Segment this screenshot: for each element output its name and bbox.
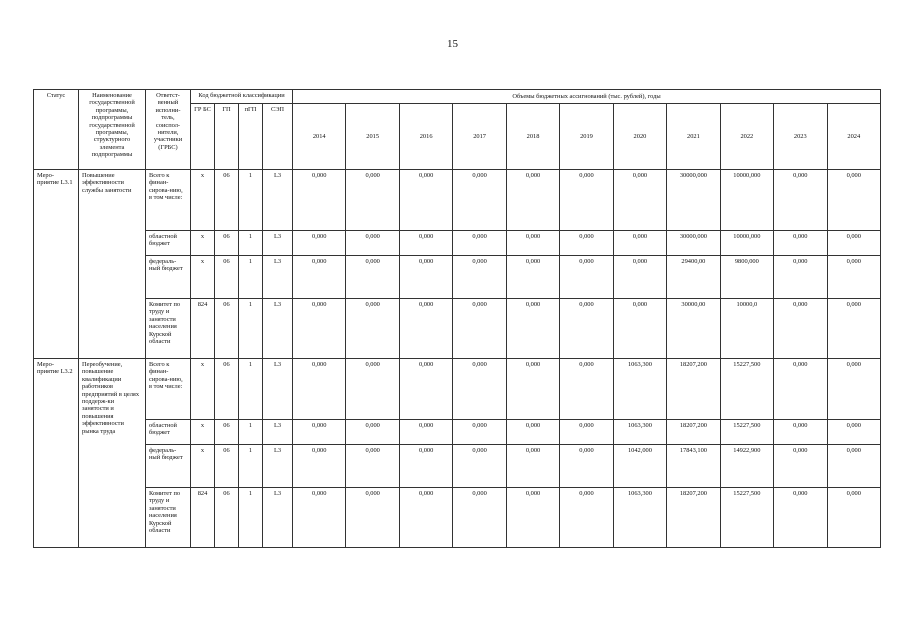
row-sep: L3 bbox=[263, 420, 293, 445]
row-value: 0,000 bbox=[827, 256, 880, 299]
row-executor: Всего к финан-сирова-нию, в том числе: bbox=[146, 170, 191, 231]
row-value: 0,000 bbox=[560, 256, 613, 299]
row-executor: федераль-ный бюджет bbox=[146, 445, 191, 488]
row-gp: 06 bbox=[215, 488, 239, 548]
row-pgp: 1 bbox=[239, 170, 263, 231]
row-value: 0,000 bbox=[293, 256, 346, 299]
row-sep: L3 bbox=[263, 170, 293, 231]
row-status: Меро-приятие L3.1 bbox=[34, 170, 79, 359]
row-value: 0,000 bbox=[506, 445, 559, 488]
row-sep: L3 bbox=[263, 488, 293, 548]
row-value: 0,000 bbox=[346, 299, 399, 359]
row-value: 0,000 bbox=[506, 488, 559, 548]
page-number: 15 bbox=[447, 38, 458, 50]
row-value: 10000,0 bbox=[720, 299, 773, 359]
row-value: 0,000 bbox=[399, 299, 452, 359]
row-value: 0,000 bbox=[506, 256, 559, 299]
header-year: 2016 bbox=[399, 104, 452, 170]
row-value: 18207,200 bbox=[667, 488, 720, 548]
row-value: 0,000 bbox=[506, 359, 559, 420]
row-value: 0,000 bbox=[774, 359, 827, 420]
row-gp: 06 bbox=[215, 299, 239, 359]
row-value: 0,000 bbox=[453, 359, 506, 420]
row-value: 0,000 bbox=[560, 359, 613, 420]
row-value: 0,000 bbox=[399, 231, 452, 256]
row-value: 0,000 bbox=[293, 420, 346, 445]
row-value: 0,000 bbox=[453, 170, 506, 231]
row-grbs: x bbox=[191, 445, 215, 488]
row-value: 0,000 bbox=[346, 256, 399, 299]
row-value: 0,000 bbox=[613, 299, 666, 359]
header-year: 2023 bbox=[774, 104, 827, 170]
row-sep: L3 bbox=[263, 256, 293, 299]
row-value: 0,000 bbox=[560, 488, 613, 548]
row-value: 0,000 bbox=[827, 170, 880, 231]
row-value: 0,000 bbox=[827, 445, 880, 488]
header-status: Статус bbox=[34, 90, 79, 170]
row-value: 0,000 bbox=[827, 359, 880, 420]
row-value: 10000,000 bbox=[720, 170, 773, 231]
row-value: 0,000 bbox=[346, 445, 399, 488]
row-gp: 06 bbox=[215, 256, 239, 299]
row-pgp: 1 bbox=[239, 299, 263, 359]
row-sep: L3 bbox=[263, 299, 293, 359]
row-value: 0,000 bbox=[293, 445, 346, 488]
row-pgp: 1 bbox=[239, 445, 263, 488]
row-executor: Комитет по труду и занятости населения Курской области bbox=[146, 299, 191, 359]
row-value: 0,000 bbox=[560, 170, 613, 231]
header-volumes: Объемы бюджетных ассигнований (тыс. рублей), годы bbox=[293, 90, 881, 104]
row-value: 0,000 bbox=[560, 445, 613, 488]
row-value: 0,000 bbox=[293, 170, 346, 231]
row-gp: 06 bbox=[215, 231, 239, 256]
row-value: 0,000 bbox=[827, 299, 880, 359]
row-gp: 06 bbox=[215, 170, 239, 231]
header-year: 2020 bbox=[613, 104, 666, 170]
row-status: Меро-приятие L3.2 bbox=[34, 359, 79, 548]
row-value: 0,000 bbox=[399, 256, 452, 299]
row-name: Повышение эффективности службы занятости bbox=[79, 170, 146, 359]
row-value: 0,000 bbox=[827, 488, 880, 548]
row-value: 1063,300 bbox=[613, 488, 666, 548]
header-year: 2017 bbox=[453, 104, 506, 170]
row-value: 0,000 bbox=[774, 256, 827, 299]
row-value: 17843,100 bbox=[667, 445, 720, 488]
row-value: 0,000 bbox=[453, 420, 506, 445]
row-gp: 06 bbox=[215, 445, 239, 488]
row-value: 0,000 bbox=[827, 231, 880, 256]
row-grbs: 824 bbox=[191, 488, 215, 548]
header-year: 2022 bbox=[720, 104, 773, 170]
row-value: 0,000 bbox=[774, 170, 827, 231]
row-value: 0,000 bbox=[453, 299, 506, 359]
row-executor: Всего к финан-сирова-нию, в том числе: bbox=[146, 359, 191, 420]
row-executor: областной бюджет bbox=[146, 231, 191, 256]
row-value: 1063,300 bbox=[613, 359, 666, 420]
row-sep: L3 bbox=[263, 445, 293, 488]
row-value: 0,000 bbox=[774, 488, 827, 548]
row-value: 0,000 bbox=[399, 420, 452, 445]
row-pgp: 1 bbox=[239, 231, 263, 256]
row-value: 30000,00 bbox=[667, 299, 720, 359]
row-value: 0,000 bbox=[293, 231, 346, 256]
row-value: 0,000 bbox=[346, 231, 399, 256]
row-pgp: 1 bbox=[239, 488, 263, 548]
row-value: 0,000 bbox=[774, 231, 827, 256]
row-value: 1063,300 bbox=[613, 420, 666, 445]
row-value: 0,000 bbox=[453, 445, 506, 488]
row-value: 0,000 bbox=[560, 299, 613, 359]
header-executor: Ответст-венный исполни-тель, соиспол-нители, участники (ГРБС) bbox=[146, 90, 191, 170]
row-value: 0,000 bbox=[506, 299, 559, 359]
row-value: 30000,000 bbox=[667, 231, 720, 256]
row-value: 29400,00 bbox=[667, 256, 720, 299]
row-value: 0,000 bbox=[506, 420, 559, 445]
row-value: 0,000 bbox=[346, 488, 399, 548]
row-value: 0,000 bbox=[293, 359, 346, 420]
row-executor: областной бюджет bbox=[146, 420, 191, 445]
header-code-col: пГП bbox=[239, 104, 263, 170]
row-gp: 06 bbox=[215, 420, 239, 445]
row-grbs: x bbox=[191, 256, 215, 299]
table-row bbox=[34, 299, 881, 359]
table-row bbox=[34, 359, 881, 420]
row-value: 0,000 bbox=[774, 420, 827, 445]
row-sep: L3 bbox=[263, 231, 293, 256]
header-code-col: ГП bbox=[215, 104, 239, 170]
row-value: 18207,200 bbox=[667, 420, 720, 445]
row-value: 10000,000 bbox=[720, 231, 773, 256]
header-year: 2019 bbox=[560, 104, 613, 170]
row-value: 30000,000 bbox=[667, 170, 720, 231]
row-value: 0,000 bbox=[399, 359, 452, 420]
row-value: 0,000 bbox=[346, 420, 399, 445]
row-grbs: 824 bbox=[191, 299, 215, 359]
row-value: 0,000 bbox=[827, 420, 880, 445]
row-value: 0,000 bbox=[506, 231, 559, 256]
table-row bbox=[34, 170, 881, 231]
header-code-col: СЭП bbox=[263, 104, 293, 170]
row-value: 0,000 bbox=[774, 299, 827, 359]
header-year: 2024 bbox=[827, 104, 880, 170]
row-grbs: x bbox=[191, 359, 215, 420]
row-grbs: x bbox=[191, 170, 215, 231]
row-value: 0,000 bbox=[453, 231, 506, 256]
table-body bbox=[34, 170, 881, 548]
table-row bbox=[34, 256, 881, 299]
header-code-col: ГР БС bbox=[191, 104, 215, 170]
row-value: 18207,200 bbox=[667, 359, 720, 420]
budget-table bbox=[33, 89, 881, 548]
row-executor: федераль-ный бюджет bbox=[146, 256, 191, 299]
row-grbs: x bbox=[191, 420, 215, 445]
table-row bbox=[34, 420, 881, 445]
row-value: 0,000 bbox=[506, 170, 559, 231]
table-row bbox=[34, 231, 881, 256]
row-name: Переобучение, повышение квалификации работников предприятий в целях поддерж-ки занятости и повышения эффективности рынка труда bbox=[79, 359, 146, 548]
row-value: 0,000 bbox=[399, 170, 452, 231]
row-pgp: 1 bbox=[239, 420, 263, 445]
header-year: 2015 bbox=[346, 104, 399, 170]
row-value: 15227,500 bbox=[720, 420, 773, 445]
row-value: 0,000 bbox=[453, 488, 506, 548]
header-year: 2018 bbox=[506, 104, 559, 170]
row-value: 0,000 bbox=[293, 488, 346, 548]
row-value: 0,000 bbox=[453, 256, 506, 299]
row-value: 0,000 bbox=[774, 445, 827, 488]
row-value: 9800,000 bbox=[720, 256, 773, 299]
row-value: 0,000 bbox=[346, 170, 399, 231]
row-value: 14922,900 bbox=[720, 445, 773, 488]
row-value: 15227,500 bbox=[720, 488, 773, 548]
header-code-group: Код бюджетной классификации bbox=[191, 90, 293, 104]
row-pgp: 1 bbox=[239, 256, 263, 299]
table-row bbox=[34, 445, 881, 488]
row-value: 0,000 bbox=[613, 231, 666, 256]
row-value: 0,000 bbox=[560, 420, 613, 445]
row-value: 0,000 bbox=[399, 445, 452, 488]
row-grbs: x bbox=[191, 231, 215, 256]
row-value: 0,000 bbox=[613, 170, 666, 231]
row-pgp: 1 bbox=[239, 359, 263, 420]
row-gp: 06 bbox=[215, 359, 239, 420]
row-executor: Комитет по труду и занятости населения Курской области bbox=[146, 488, 191, 548]
row-sep: L3 bbox=[263, 359, 293, 420]
header-name: Наименование государственной программы, подпрограммы государственной программы, структурного элемента подпрограммы bbox=[79, 90, 146, 170]
header-year: 2014 bbox=[293, 104, 346, 170]
row-value: 0,000 bbox=[293, 299, 346, 359]
row-value: 1042,000 bbox=[613, 445, 666, 488]
row-value: 15227,500 bbox=[720, 359, 773, 420]
row-value: 0,000 bbox=[560, 231, 613, 256]
table-row bbox=[34, 488, 881, 548]
header-year: 2021 bbox=[667, 104, 720, 170]
row-value: 0,000 bbox=[346, 359, 399, 420]
row-value: 0,000 bbox=[399, 488, 452, 548]
row-value: 0,000 bbox=[613, 256, 666, 299]
